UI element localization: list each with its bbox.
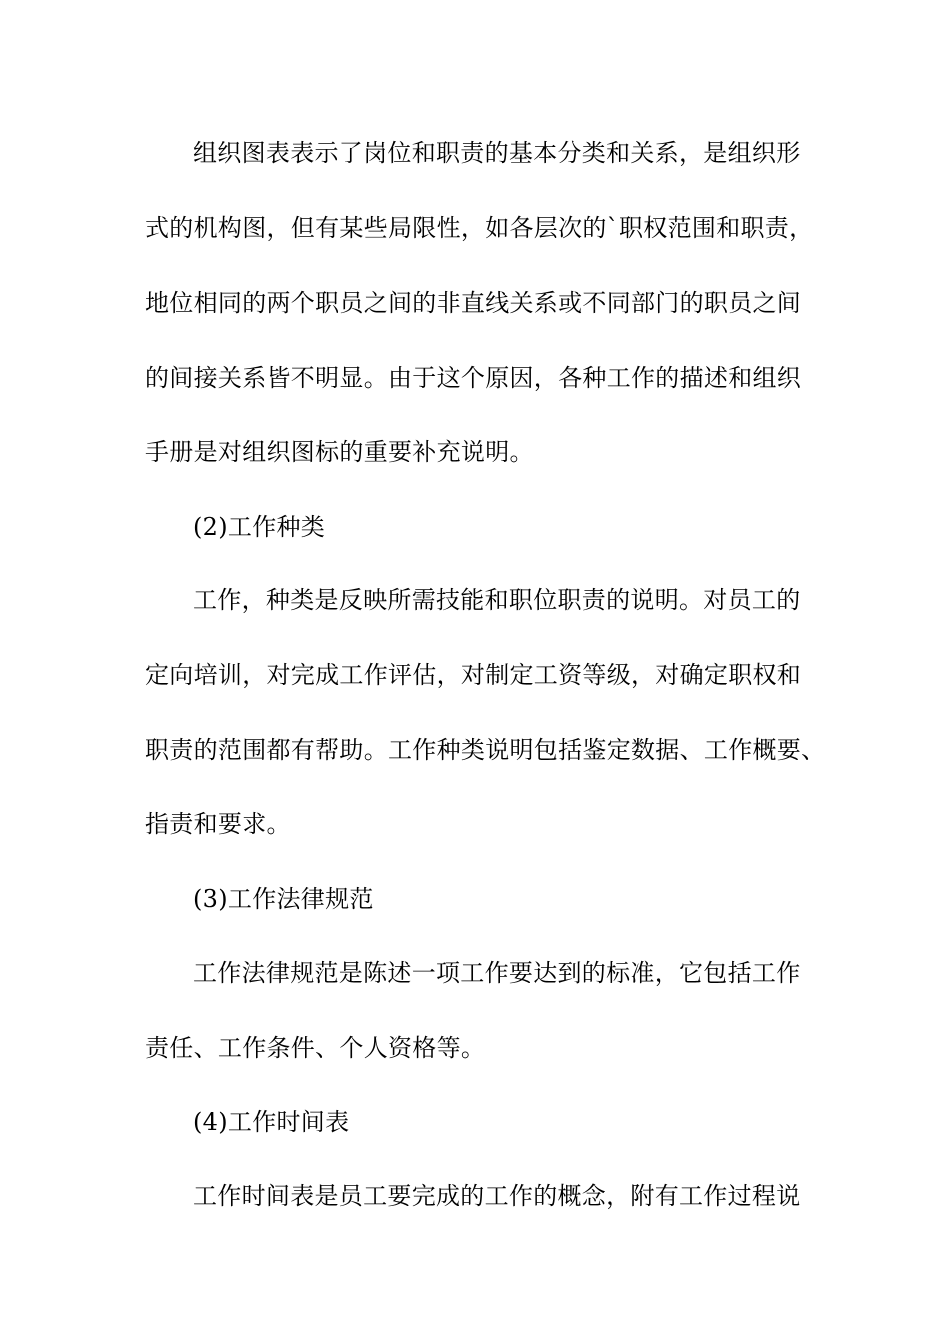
paragraph-1-line-2: 式的机构图，但有某些局限性，如各层次的`职权范围和职责， [145,214,814,242]
paragraph-2-line-4: 指责和要求。 [145,810,291,838]
paragraph-3-line-1: 工作法律规范是陈述一项工作要达到的标准，它包括工作 [193,959,801,987]
paragraph-2-line-3: 职责的范围都有帮助。工作种类说明包括鉴定数据、工作概要、 [145,736,826,764]
paragraph-1-line-3: 地位相同的两个职员之间的非直线关系或不同部门的职员之间 [145,289,802,317]
section-heading-3: (3)工作法律规范 [193,885,374,913]
section-heading-4: (4)工作时间表 [193,1108,350,1136]
section-heading-2: (2)工作种类 [193,513,326,541]
paragraph-1-line-1: 组织图表表示了岗位和职责的基本分类和关系，是组织形 [193,139,801,167]
paragraph-2-line-1: 工作，种类是反映所需技能和职位职责的说明。对员工的 [193,586,801,614]
paragraph-3-line-2: 责任、工作条件、个人资格等。 [145,1034,486,1062]
paragraph-1-line-4: 的间接关系皆不明显。由于这个原因，各种工作的描述和组织 [145,364,802,392]
paragraph-4-line-1: 工作时间表是员工要完成的工作的概念，附有工作过程说 [193,1182,801,1210]
paragraph-2-line-2: 定向培训，对完成工作评估，对制定工资等级，对确定职权和 [145,661,802,689]
paragraph-1-line-5: 手册是对组织图标的重要补充说明。 [145,438,534,466]
